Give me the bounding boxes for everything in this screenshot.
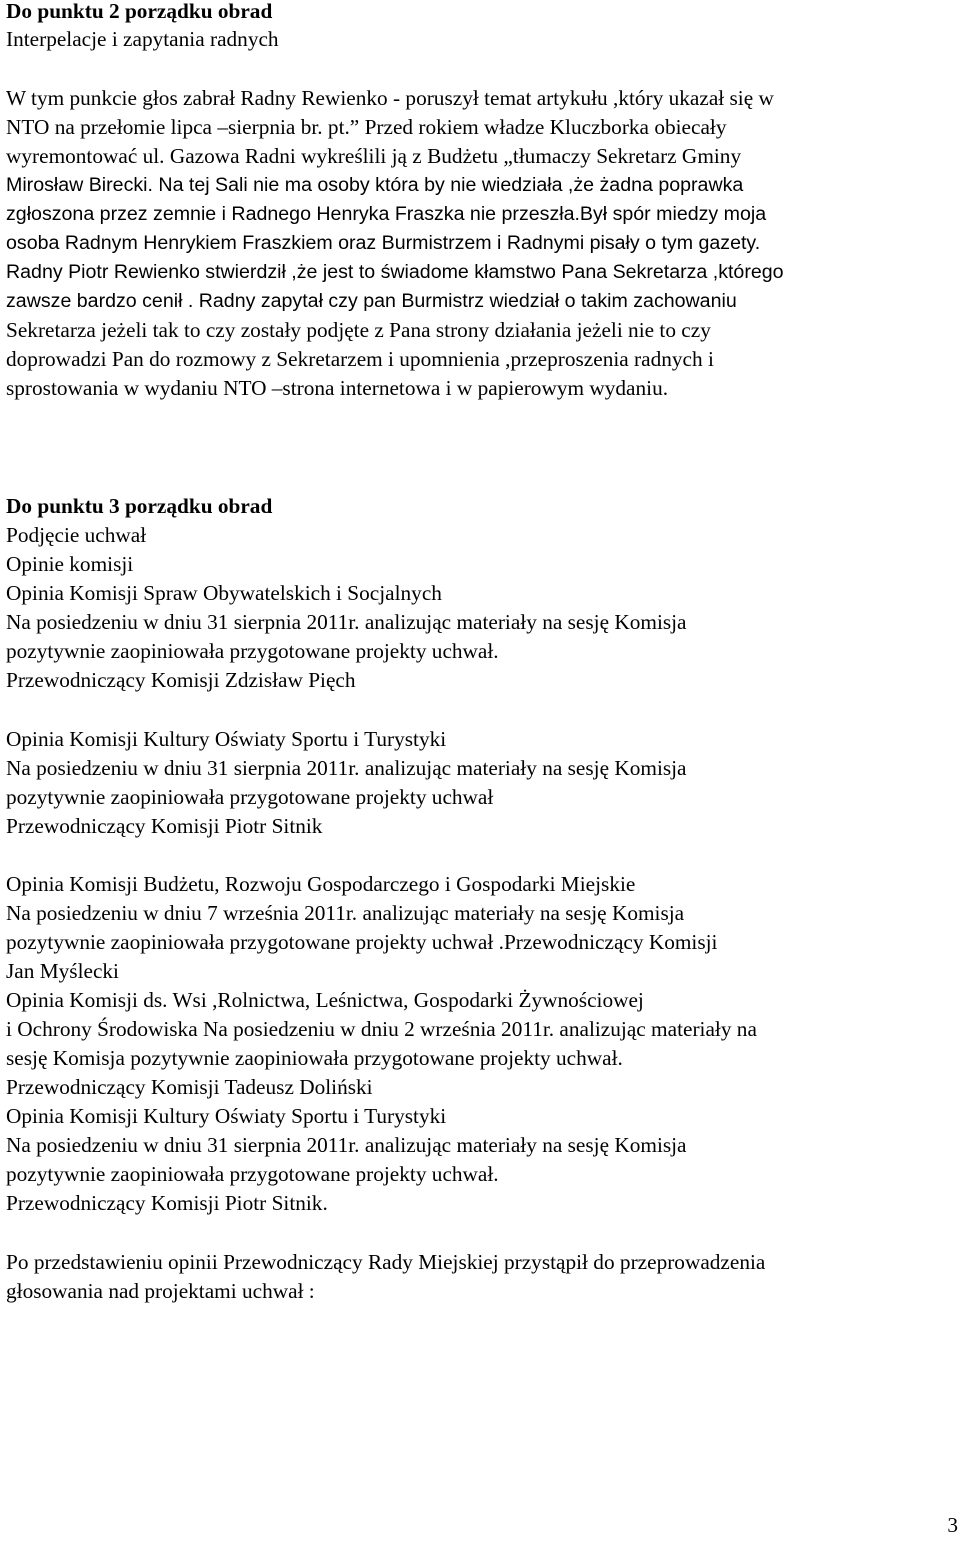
body-line: pozytywnie zaopiniowała przygotowane projekty uchwał. [6,1162,499,1186]
body-line: Opinia Komisji Kultury Oświaty Sportu i Turystyki [6,727,447,751]
body-line: Opinia Komisji Spraw Obywatelskich i Socjalnych [6,581,442,605]
body-line: W tym punkcie głos zabrał Radny Rewienko - poruszył temat artykułu ,który ukazał się w [6,86,774,110]
body-line: pozytywnie zaopiniowała przygotowane projekty uchwał [6,785,494,809]
body-line: zawsze bardzo cenił . Radny zapytał czy pan Burmistrz wiedział o takim zachowaniu [6,290,737,312]
body-line: Opinia Komisji ds. Wsi ,Rolnictwa, Leśnictwa, Gospodarki Żywnościowej [6,988,644,1012]
body-line: Przewodniczący Komisji Tadeusz Doliński [6,1075,373,1099]
body-line: NTO na przełomie lipca –sierpnia br. pt.” Przed rokiem władze Kluczborka obiecały [6,115,727,139]
body-line: Na posiedzeniu w dniu 7 września 2011r. analizując materiały na sesję Komisja [6,901,685,925]
page-number: 3 [947,1513,958,1537]
body-line: głosowania nad projektami uchwał : [6,1279,315,1303]
body-line: Na posiedzeniu w dniu 31 sierpnia 2011r. analizując materiały na sesję Komisja [6,756,687,780]
body-line: Podjęcie uchwał [6,523,147,547]
body-line: Sekretarza jeżeli tak to czy zostały podjęte z Pana strony działania jeżeli nie to czy [6,318,711,342]
body-line: Przewodniczący Komisji Piotr Sitnik. [6,1191,328,1215]
body-line: Opinia Komisji Kultury Oświaty Sportu i Turystyki [6,1104,447,1128]
body-line: Na posiedzeniu w dniu 31 sierpnia 2011r. analizując materiały na sesję Komisja [6,1133,687,1157]
body-line: sprostowania w wydaniu NTO –strona internetowa i w papierowym wydaniu. [6,376,669,400]
body-line: Na posiedzeniu w dniu 31 sierpnia 2011r. analizując materiały na sesję Komisja [6,610,687,634]
body-line: zgłoszona przez zemnie i Radnego Henryka Fraszka nie przeszła.Był spór miedzy moja [6,203,767,225]
body-line: Przewodniczący Komisji Zdzisław Pięch [6,668,356,692]
body-line: wyremontować ul. Gazowa Radni wykreślili ją z Budżetu „tłumaczy Sekretarz Gminy [6,144,742,168]
section-2-heading: Do punktu 2 porządku obrad [6,0,273,23]
section-2-subheading: Interpelacje i zapytania radnych [6,27,279,51]
body-line: pozytywnie zaopiniowała przygotowane projekty uchwał .Przewodniczący Komisji [6,930,718,954]
body-line: i Ochrony Środowiska Na posiedzeniu w dniu 2 września 2011r. analizując materiały na [6,1017,757,1041]
body-line: Opinie komisji [6,552,134,576]
body-line: Opinia Komisji Budżetu, Rozwoju Gospodarczego i Gospodarki Miejskie [6,872,636,896]
body-line: Przewodniczący Komisji Piotr Sitnik [6,814,323,838]
body-line: sesję Komisja pozytywnie zaopiniowała przygotowane projekty uchwał. [6,1046,623,1070]
body-line: Mirosław Birecki. Na tej Sali nie ma osoby która by nie wiedziała ,że żadna poprawka [6,174,744,196]
body-line: Radny Piotr Rewienko stwierdził ,że jest to świadome kłamstwo Pana Sekretarza ,którego [6,261,784,283]
body-line: Po przedstawieniu opinii Przewodniczący Rady Miejskiej przystąpił do przeprowadzenia [6,1250,766,1274]
body-line: Jan Myślecki [6,959,119,983]
body-line: doprowadzi Pan do rozmowy z Sekretarzem i upomnienia ,przeproszenia radnych i [6,347,714,371]
body-line: pozytywnie zaopiniowała przygotowane projekty uchwał. [6,639,499,663]
body-line: osoba Radnym Henrykiem Fraszkiem oraz Burmistrzem i Radnymi pisały o tym gazety. [6,232,761,254]
section-3-heading: Do punktu 3 porządku obrad [6,494,273,518]
